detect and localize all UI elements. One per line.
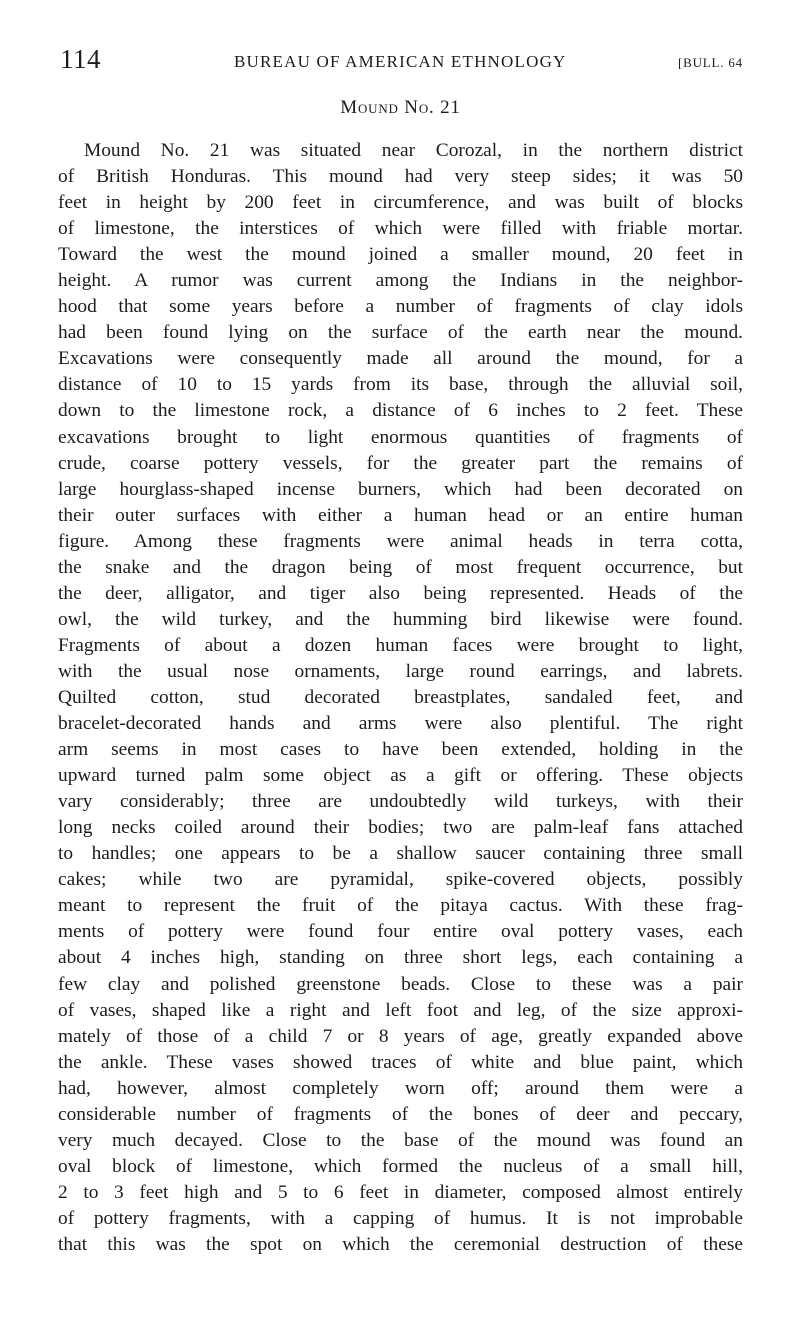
section-heading: Mound No. 21 [340,97,461,118]
text-line: that this was the spot on which the ceremonial destruction of these [58,1233,743,1255]
text-line: Excavations were consequently made all around the mound, for a [58,348,743,370]
text-line: long necks coiled around their bodies; two are palm-leaf fans attached [58,817,743,839]
text-line: hood that some years before a number of fragments of clay idols [58,296,743,318]
text-line: with the usual nose ornaments, large round earrings, and labrets. [58,660,743,682]
text-line: bracelet-decorated hands and arms were also plentiful. The right [58,713,743,735]
page-number: 114 [60,44,101,74]
text-line: mately of those of a child 7 or 8 years of age, greatly expanded above [58,1025,743,1047]
text-line: figure. Among these fragments were animal heads in terra cotta, [58,530,743,552]
text-line: large hourglass-shaped incense burners, which had been decorated on [58,478,743,500]
text-line: upward turned palm some object as a gift or offering. These objects [58,765,743,787]
text-line: vary considerably; three are undoubtedly wild turkeys, with their [58,791,743,813]
text-line: owl, the wild turkey, and the humming bird likewise were found. [58,608,743,630]
text-line: arm seems in most cases to have been extended, holding in the [58,739,743,761]
running-title: BUREAU OF AMERICAN ETHNOLOGY [234,52,567,71]
text-line: height. A rumor was current among the Indians in the neighbor- [58,270,743,292]
text-line: of British Honduras. This mound had very steep sides; it was 50 [58,166,743,188]
text-line: down to the limestone rock, a distance of 6 inches to 2 feet. These [58,400,743,422]
text-line: their outer surfaces with either a human head or an entire human [58,504,743,526]
text-line: had been found lying on the surface of the earth near the mound. [58,322,743,344]
text-line: very much decayed. Close to the base of the mound was found an [58,1129,743,1151]
body-paragraph [58,138,743,1258]
text-line: meant to represent the fruit of the pitaya cactus. With these frag- [58,895,743,917]
text-line: Quilted cotton, stud decorated breastplates, sandaled feet, and [58,686,743,708]
text-line: crude, coarse pottery vessels, for the greater part the remains of [58,452,743,474]
text-line: cakes; while two are pyramidal, spike-covered objects, possibly [58,869,743,891]
text-line: Toward the west the mound joined a smaller mound, 20 feet in [58,244,743,266]
bulletin-reference: [BULL. 64 [678,55,743,70]
text-line: excavations brought to light enormous quantities of fragments of [58,426,743,448]
text-line: of vases, shaped like a right and left foot and leg, of the size approxi- [58,999,743,1021]
text-line: Fragments of about a dozen human faces were brought to light, [58,634,743,656]
text-line: to handles; one appears to be a shallow saucer containing three small [58,843,743,865]
text-line: of pottery fragments, with a capping of humus. It is not improbable [58,1207,743,1229]
text-line: the ankle. These vases showed traces of white and blue paint, which [58,1051,743,1073]
text-line: feet in height by 200 feet in circumference, and was built of blocks [58,192,743,214]
text-line: distance of 10 to 15 yards from its base, through the alluvial soil, [58,374,743,396]
text-line: 2 to 3 feet high and 5 to 6 feet in diameter, composed almost entirely [58,1181,743,1203]
text-line: considerable number of fragments of the bones of deer and peccary, [58,1103,743,1125]
text-line: Mound No. 21 was situated near Corozal, in the northern district [84,140,743,161]
text-line: ments of pottery were found four entire oval pottery vases, each [58,921,743,943]
document-page [58,0,743,1338]
text-line: the deer, alligator, and tiger also being represented. Heads of the [58,582,743,604]
running-header [58,44,743,74]
text-line: few clay and polished greenstone beads. Close to these was a pair [58,973,743,995]
text-line: had, however, almost completely worn off; around them were a [58,1077,743,1099]
text-line: the snake and the dragon being of most frequent occurrence, but [58,556,743,578]
text-line: oval block of limestone, which formed the nucleus of a small hill, [58,1155,743,1177]
text-line: of limestone, the interstices of which were filled with friable mortar. [58,218,743,240]
text-line: about 4 inches high, standing on three short legs, each containing a [58,947,743,969]
